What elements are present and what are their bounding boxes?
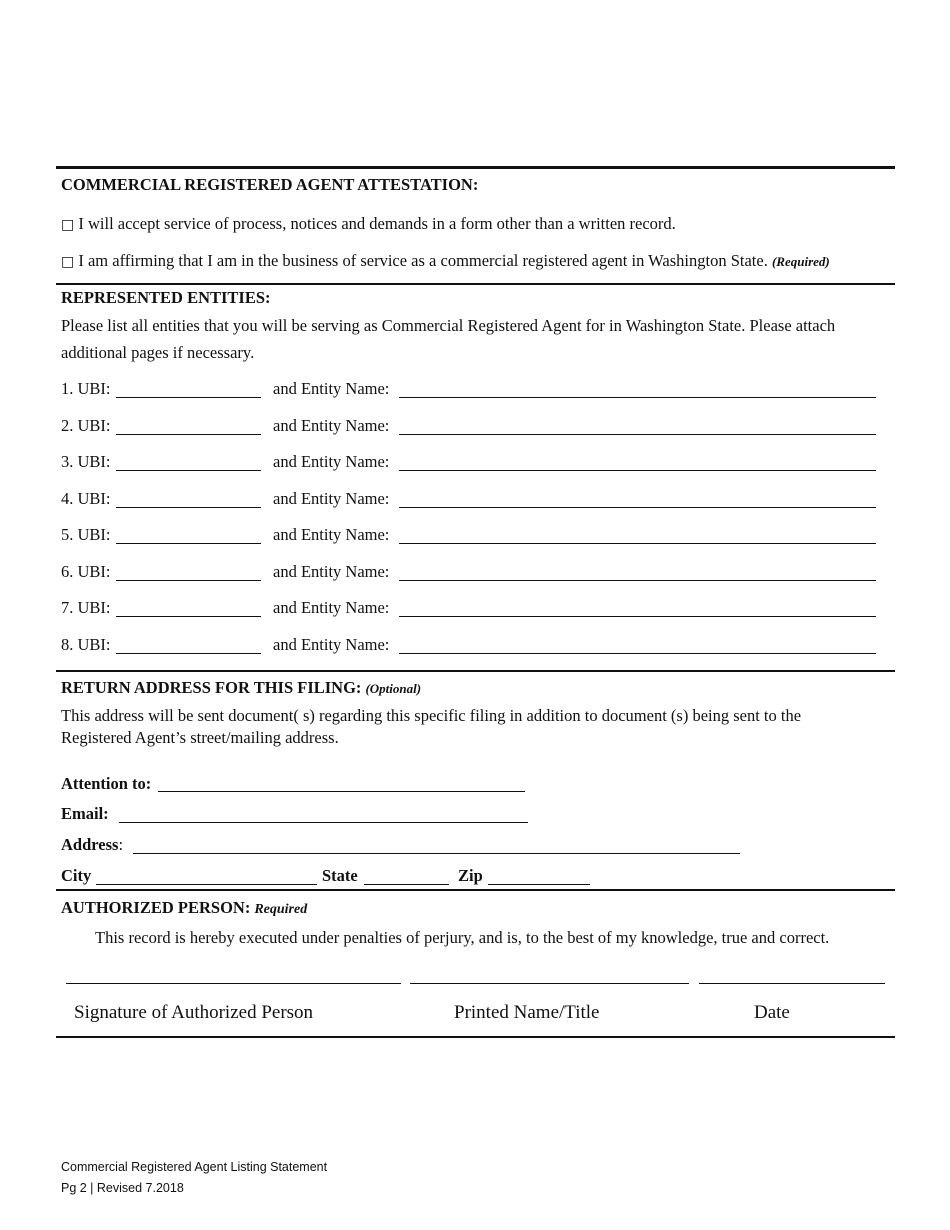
required-note: Required [254,902,308,917]
attestation-heading: COMMERCIAL REGISTERED AGENT ATTESTATION: [61,175,479,194]
attestation-option-1-label: I will accept service of process, notices and demands in a form other than a written record. [78,214,676,233]
city-field[interactable] [96,884,317,885]
required-note: (Required) [771,254,830,269]
section-divider [56,166,895,169]
entity-name-label: and Entity Name: [273,561,390,581]
entity-name-label: and Entity Name: [273,488,390,508]
ubi-label: 6. UBI: [61,561,111,581]
authorized-heading: AUTHORIZED PERSON: [61,898,251,917]
entity-name-field[interactable] [399,543,876,544]
address-field[interactable] [133,853,740,854]
date-label: Date [754,1002,790,1023]
ubi-label: 8. UBI: [61,634,111,654]
ubi-field[interactable] [116,653,261,654]
entity-name-field[interactable] [399,507,876,508]
signature-label: Signature of Authorized Person [74,1002,314,1023]
printed-name-label: Printed Name/Title [454,1002,600,1023]
address-label: Address [61,835,119,854]
attestation-option-2[interactable] [61,251,830,271]
ubi-label: 4. UBI: [61,488,111,508]
email-label: Email: [61,804,109,823]
date-field[interactable] [699,983,885,984]
ubi-field[interactable] [116,507,261,508]
section-divider [56,283,895,285]
entity-name-field[interactable] [399,397,876,398]
footer-title: Commercial Registered Agent Listing Statement [61,1160,328,1174]
entity-row [61,525,881,547]
entity-row [61,562,881,584]
checkbox-icon[interactable]: □ [61,254,75,270]
footer-page: Pg 2 | Revised 7.2018 [61,1181,184,1195]
entity-row [61,452,881,474]
return-address-desc: This address will be sent document( s) regarding this specific filing in addition to document (s) being sent to the [61,706,802,725]
entity-row [61,635,881,657]
ubi-field[interactable] [116,397,261,398]
zip-field[interactable] [488,884,590,885]
signature-field[interactable] [66,983,401,984]
entity-name-label: and Entity Name: [273,525,390,544]
optional-note: (Optional) [365,681,422,696]
attestation-option-1[interactable] [61,214,676,234]
section-divider [56,889,895,891]
entities-instructions: Please list all entities that you will be serving as Commercial Registered Agent for in Washington State. Please attach [61,316,836,335]
entity-name-field[interactable] [399,653,876,654]
attention-field[interactable] [158,791,525,792]
entity-name-label: and Entity Name: [273,634,390,654]
ubi-label: 1. UBI: [61,379,111,398]
entities-heading: REPRESENTED ENTITIES: [61,288,271,307]
ubi-label: 2. UBI: [61,415,111,435]
checkbox-icon[interactable]: □ [61,217,75,233]
state-label: State [322,866,358,885]
return-address-desc-cont: Registered Agent’s street/mailing address. [61,728,339,747]
ubi-field[interactable] [116,580,261,581]
address-colon: : [118,835,124,854]
ubi-label: 7. UBI: [61,598,111,617]
return-address-header [61,678,421,698]
ubi-field[interactable] [116,543,261,544]
entity-name-field[interactable] [399,434,876,435]
entity-name-field[interactable] [399,616,876,617]
entity-row [61,416,881,438]
authorized-header [61,898,307,918]
entity-row [61,598,881,620]
entity-row [61,379,881,401]
attention-label: Attention to: [61,774,152,793]
zip-label: Zip [458,866,483,885]
address-label-wrap [61,835,123,855]
section-divider [56,1036,895,1038]
entity-row [61,489,881,511]
ubi-label: 5. UBI: [61,525,111,544]
entity-name-label: and Entity Name: [273,598,390,617]
perjury-statement: This record is hereby executed under penalties of perjury, and is, to the best of my knowledge, true and correct. [95,928,830,947]
ubi-field[interactable] [116,616,261,617]
city-label: City [61,866,92,885]
entity-name-label: and Entity Name: [273,379,390,398]
state-field[interactable] [364,884,449,885]
attestation-option-2-label: I am affirming that I am in the business of service as a commercial registered agent in Washington State. [78,251,768,270]
entity-name-label: and Entity Name: [273,452,390,471]
section-divider [56,670,895,672]
printed-name-field[interactable] [410,983,689,984]
ubi-field[interactable] [116,470,261,471]
ubi-label: 3. UBI: [61,452,111,471]
return-address-heading: RETURN ADDRESS FOR THIS FILING: [61,678,362,697]
entities-instructions-cont: additional pages if necessary. [61,343,255,362]
email-field[interactable] [119,822,528,823]
entity-name-field[interactable] [399,580,876,581]
entity-name-field[interactable] [399,470,876,471]
entity-name-label: and Entity Name: [273,415,390,435]
ubi-field[interactable] [116,434,261,435]
